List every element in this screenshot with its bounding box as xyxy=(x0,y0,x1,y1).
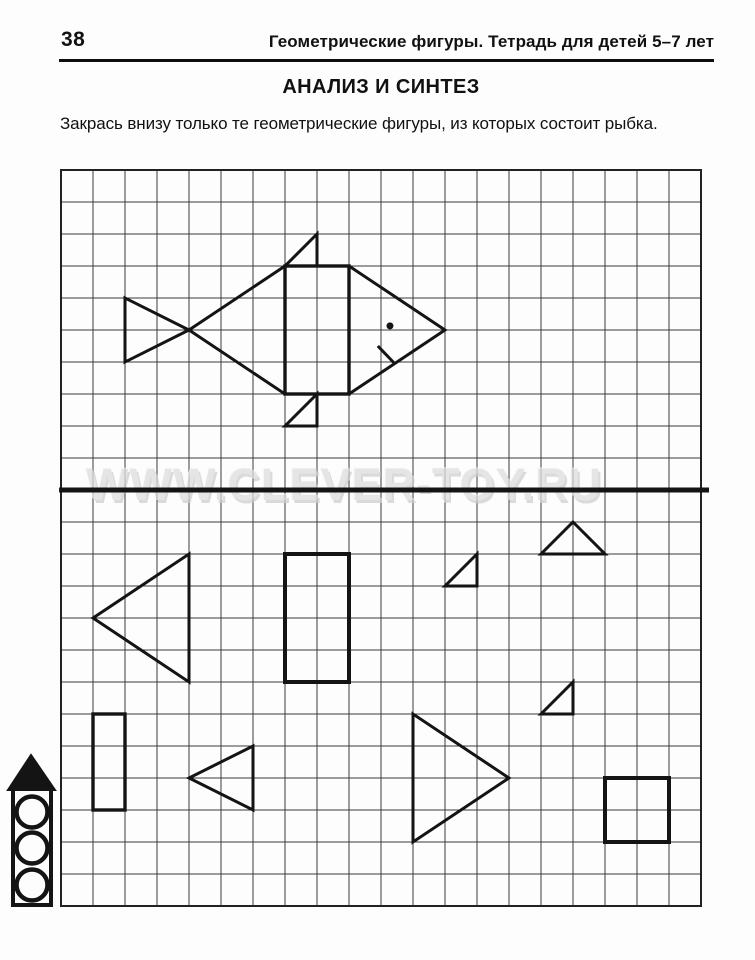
answer-triangle-small-right-1 xyxy=(445,554,477,586)
answer-triangle-right-large xyxy=(413,714,509,842)
section-title: АНАЛИЗ И СИНТЕЗ xyxy=(282,76,480,98)
fish-tail xyxy=(125,298,189,362)
answer-square xyxy=(605,778,669,842)
instruction-text: Закрась внизу только те геометрические фигуры, из которых состоит рыбка. xyxy=(60,114,658,133)
answer-triangle-up xyxy=(541,522,605,554)
watermark-text: WWW.CLEVER-TOY.RU xyxy=(86,459,603,510)
answer-triangle-left-large xyxy=(93,554,189,682)
answer-rectangle-small xyxy=(93,714,125,810)
logo-roof xyxy=(8,755,55,790)
answer-rectangle-large xyxy=(285,554,349,682)
logo-circle-top xyxy=(17,797,48,828)
logo-circle-middle xyxy=(17,833,48,864)
header-title: Геометрические фигуры. Тетрадь для детей 5–7 лет xyxy=(268,32,714,51)
fish-eye xyxy=(386,322,393,329)
logo-circle-bottom xyxy=(17,870,48,901)
page-number: 38 xyxy=(61,28,86,51)
answer-triangle-small-right-2 xyxy=(541,682,573,714)
fish-top-fin xyxy=(285,234,317,266)
fish-bottom-fin xyxy=(285,394,317,426)
fish-middle-rectangle xyxy=(285,266,349,394)
fish-mouth xyxy=(378,346,394,363)
publisher-logo xyxy=(8,755,55,905)
fish-body xyxy=(189,266,445,394)
answer-triangle-left-small xyxy=(189,746,253,810)
